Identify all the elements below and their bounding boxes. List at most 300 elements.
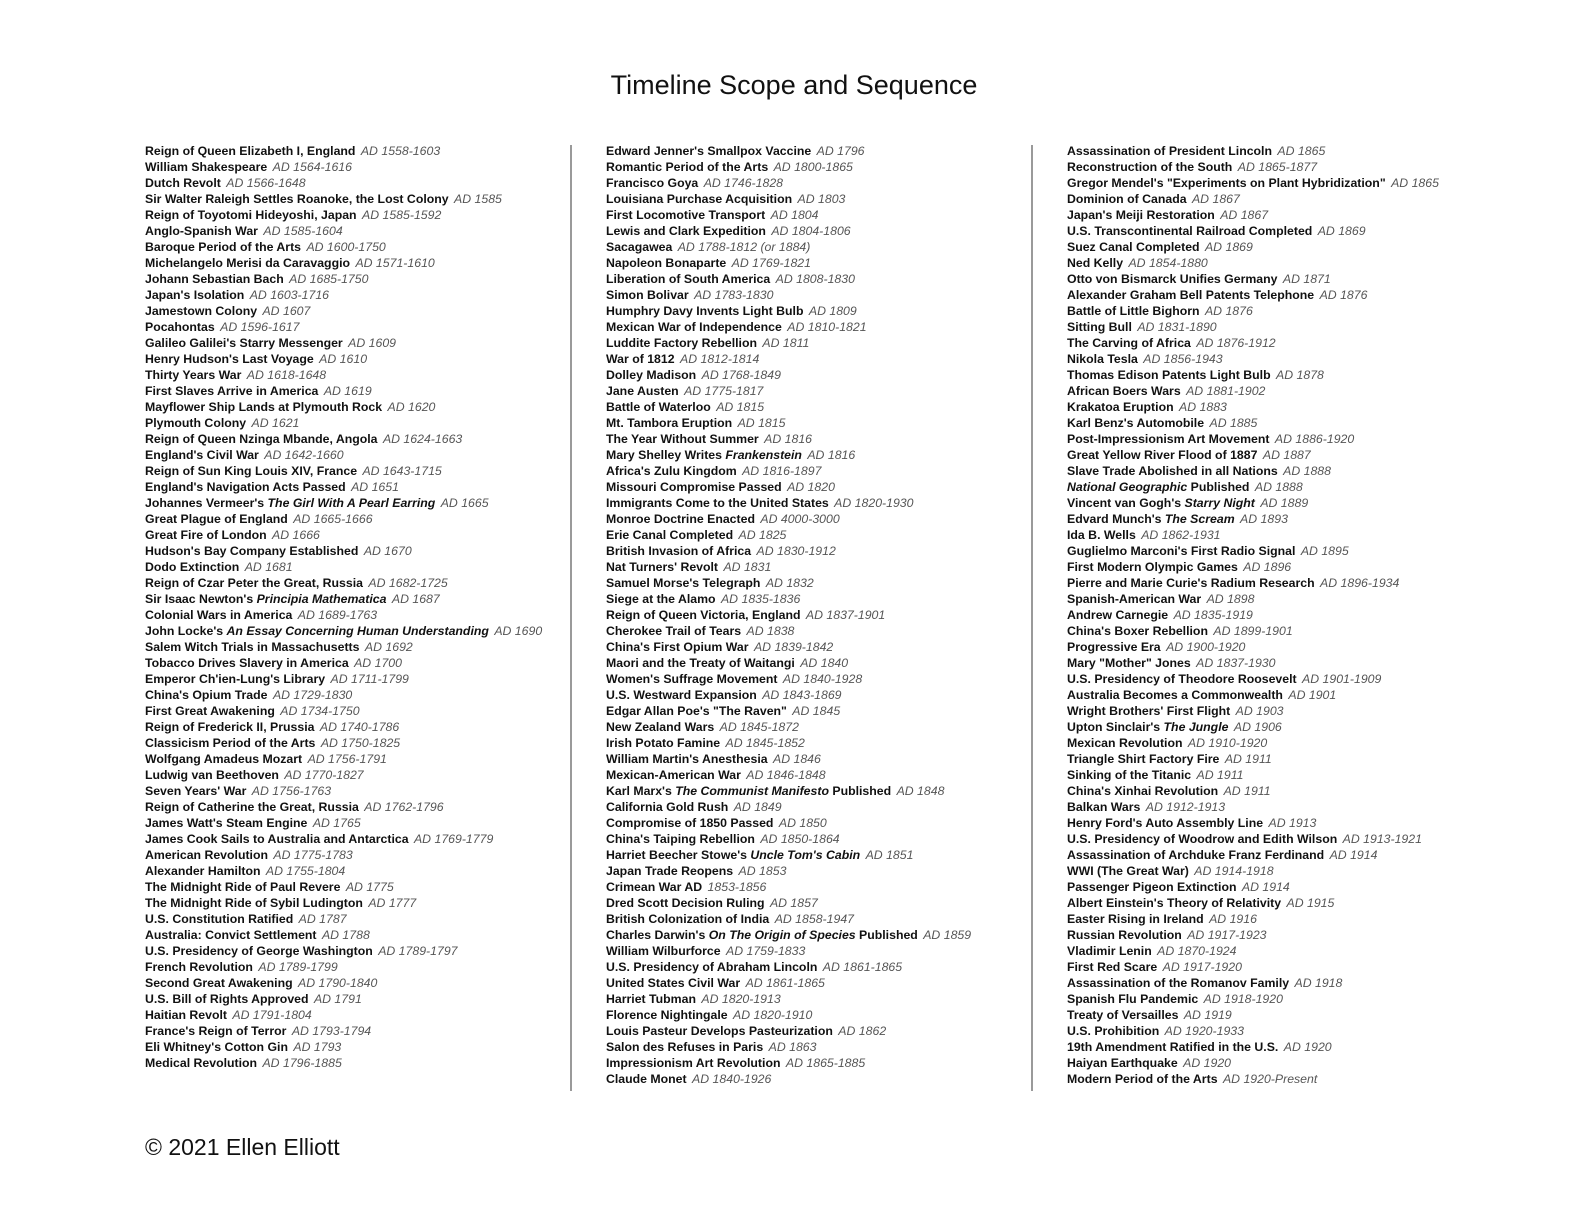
timeline-entry xyxy=(1067,255,1507,271)
event-name: Johannes Vermeer's xyxy=(145,496,268,510)
event-date: AD 1804-1806 xyxy=(771,224,851,238)
event-date: AD 1800-1865 xyxy=(773,160,853,174)
event-date: AD 1596-1617 xyxy=(220,320,300,334)
event-name: Upton Sinclair's xyxy=(1067,720,1164,734)
timeline-entry xyxy=(145,559,585,575)
event-date: AD 1670 xyxy=(363,544,412,558)
timeline-entry xyxy=(1067,847,1507,863)
event-name: Russian Revolution xyxy=(1067,928,1182,942)
event-name: John Locke's xyxy=(145,624,227,638)
timeline-entry xyxy=(145,431,585,447)
timeline-entry xyxy=(145,303,585,319)
timeline-entry xyxy=(606,1071,1046,1087)
event-date: AD 1853 xyxy=(738,864,787,878)
event-name: Spanish Flu Pandemic xyxy=(1067,992,1199,1006)
event-name: Galileo Galilei's Starry Messenger xyxy=(145,336,343,350)
event-date: AD 1840 xyxy=(800,656,849,670)
event-name: Krakatoa Eruption xyxy=(1067,400,1174,414)
timeline-entry xyxy=(606,895,1046,911)
event-date: AD 1820-1930 xyxy=(834,496,914,510)
event-date: AD 1687 xyxy=(391,592,440,606)
event-name: Harriet Tubman xyxy=(606,992,696,1006)
timeline-entry xyxy=(145,143,585,159)
event-name: Japan Trade Reopens xyxy=(606,864,734,878)
timeline-entry xyxy=(1067,735,1507,751)
event-name: Assassination of President Lincoln xyxy=(1067,144,1272,158)
event-date: AD 1916 xyxy=(1209,912,1257,926)
event-date: AD 1920-Present xyxy=(1222,1072,1318,1086)
timeline-entry xyxy=(145,831,585,847)
timeline-entry xyxy=(606,239,1046,255)
event-date: AD 1876 xyxy=(1319,288,1368,302)
timeline-entry xyxy=(1067,207,1507,223)
event-name: Edward Jenner's Smallpox Vaccine xyxy=(606,144,812,158)
event-date: AD 1820-1910 xyxy=(733,1008,813,1022)
timeline-entry xyxy=(1067,751,1507,767)
event-name: Battle of Waterloo xyxy=(606,400,711,414)
timeline-entry xyxy=(606,511,1046,527)
event-date: AD 1848 xyxy=(896,784,945,798)
timeline-entry xyxy=(606,911,1046,927)
timeline-entry xyxy=(606,959,1046,975)
event-name: British Colonization of India xyxy=(606,912,770,926)
timeline-entry xyxy=(145,1023,585,1039)
timeline-entry xyxy=(1067,239,1507,255)
timeline-entry xyxy=(606,287,1046,303)
event-date: AD 1900-1920 xyxy=(1166,640,1246,654)
event-date: AD 1775 xyxy=(345,880,394,894)
timeline-entry xyxy=(1067,175,1507,191)
event-date: AD 1620 xyxy=(387,400,436,414)
event-name: Romantic Period of the Arts xyxy=(606,160,769,174)
event-name: Suez Canal Completed xyxy=(1067,240,1200,254)
event-name: British Invasion of Africa xyxy=(606,544,752,558)
event-date: AD 1885 xyxy=(1209,416,1258,430)
timeline-entry xyxy=(145,863,585,879)
timeline-entry xyxy=(606,383,1046,399)
timeline-entry xyxy=(606,447,1046,463)
event-date: AD 1919 xyxy=(1183,1008,1232,1022)
event-name: Triangle Shirt Factory Fire xyxy=(1067,752,1220,766)
event-name: Post-Impressionism Art Movement xyxy=(1067,432,1270,446)
timeline-entry xyxy=(145,527,585,543)
timeline-entry xyxy=(1067,1023,1507,1039)
timeline-entry xyxy=(606,703,1046,719)
event-date: AD 4000-3000 xyxy=(760,512,840,526)
event-date: AD 1729-1830 xyxy=(272,688,353,702)
event-name: United States Civil War xyxy=(606,976,741,990)
event-date: AD 1878 xyxy=(1276,368,1324,382)
timeline-column-2 xyxy=(606,143,1046,1087)
event-name: Irish Potato Famine xyxy=(606,736,721,750)
event-name: French Revolution xyxy=(145,960,253,974)
event-date: AD 1618-1648 xyxy=(246,368,327,382)
event-name: Monroe Doctrine Enacted xyxy=(606,512,755,526)
timeline-entry xyxy=(606,927,1046,943)
event-name: Crimean War AD xyxy=(606,880,703,894)
event-name: Nikola Tesla xyxy=(1067,352,1138,366)
event-date: AD 1861-1865 xyxy=(745,976,825,990)
event-name: Reign of Queen Elizabeth I, England xyxy=(145,144,356,158)
timeline-entry xyxy=(1067,399,1507,415)
timeline-entry xyxy=(145,479,585,495)
event-name: Progressive Era xyxy=(1067,640,1161,654)
event-date: AD 1876 xyxy=(1204,304,1253,318)
event-name: Compromise of 1850 Passed xyxy=(606,816,774,830)
timeline-entry xyxy=(145,735,585,751)
event-date: AD 1651 xyxy=(351,480,399,494)
timeline-entry xyxy=(606,207,1046,223)
event-date: AD 1642-1660 xyxy=(264,448,344,462)
event-name: U.S. Presidency of Woodrow and Edith Wilson xyxy=(1067,832,1338,846)
timeline-entry xyxy=(606,975,1046,991)
event-title-italic: Uncle Tom's Cabin xyxy=(750,848,861,862)
event-name: U.S. Westward Expansion xyxy=(606,688,757,702)
timeline-entry xyxy=(145,271,585,287)
timeline-entry xyxy=(145,703,585,719)
event-name: Great Yellow River Flood of 1887 xyxy=(1067,448,1258,462)
event-name: Alexander Graham Bell Patents Telephone xyxy=(1067,288,1315,302)
timeline-entry xyxy=(145,319,585,335)
timeline-entry xyxy=(145,367,585,383)
timeline-entry xyxy=(145,287,585,303)
timeline-entry xyxy=(145,655,585,671)
event-name: Michelangelo Merisi da Caravaggio xyxy=(145,256,351,270)
timeline-entry xyxy=(1067,815,1507,831)
event-name: England's Civil War xyxy=(145,448,259,462)
timeline-entry xyxy=(145,687,585,703)
event-name: War of 1812 xyxy=(606,352,675,366)
event-name: Dutch Revolt xyxy=(145,176,221,190)
event-name: Dodo Extinction xyxy=(145,560,240,574)
timeline-entry xyxy=(145,175,585,191)
timeline-entry xyxy=(145,943,585,959)
event-name: France's Reign of Terror xyxy=(145,1024,287,1038)
event-title-italic: Frankenstein xyxy=(725,448,802,462)
event-name: Gregor Mendel's "Experiments on Plant Hybridization" xyxy=(1067,176,1386,190)
event-name: Sinking of the Titanic xyxy=(1067,768,1192,782)
event-date: AD 1765 xyxy=(312,816,361,830)
event-date: AD 1692 xyxy=(364,640,413,654)
event-name: Sir Walter Raleigh Settles Roanoke, the Lost Colony xyxy=(145,192,449,206)
event-name: First Great Awakening xyxy=(145,704,275,718)
event-name: Ned Kelly xyxy=(1067,256,1124,270)
timeline-entry xyxy=(145,719,585,735)
event-name: Japan's Isolation xyxy=(145,288,245,302)
event-date: AD 1865 xyxy=(1277,144,1326,158)
timeline-entry xyxy=(606,479,1046,495)
event-name: Great Plague of England xyxy=(145,512,288,526)
event-name: Andrew Carnegie xyxy=(1067,608,1169,622)
timeline-entry xyxy=(145,623,565,639)
event-name: Sitting Bull xyxy=(1067,320,1132,334)
event-name: WWI (The Great War) xyxy=(1067,864,1189,878)
event-name: Siege at the Alamo xyxy=(606,592,716,606)
timeline-entry xyxy=(145,159,585,175)
timeline-entry xyxy=(145,815,585,831)
event-name: Henry Hudson's Last Voyage xyxy=(145,352,314,366)
event-name: Missouri Compromise Passed xyxy=(606,480,782,494)
timeline-entry xyxy=(606,943,1046,959)
event-date: AD 1804 xyxy=(770,208,819,222)
timeline-entry xyxy=(606,719,1046,735)
event-date: AD 1816 xyxy=(764,432,813,446)
timeline-entry xyxy=(1067,383,1507,399)
event-name: Published xyxy=(828,784,892,798)
event-date: AD 1896-1934 xyxy=(1320,576,1400,590)
event-name: U.S. Presidency of George Washington xyxy=(145,944,373,958)
timeline-entry xyxy=(606,815,1046,831)
event-name: Australia Becomes a Commonwealth xyxy=(1067,688,1283,702)
event-date: AD 1863 xyxy=(768,1040,817,1054)
timeline-entry xyxy=(1067,415,1507,431)
event-name: Nat Turners' Revolt xyxy=(606,560,719,574)
event-name: Jamestown Colony xyxy=(145,304,258,318)
event-date: AD 1914 xyxy=(1329,848,1378,862)
event-name: Simon Bolivar xyxy=(606,288,689,302)
event-date: AD 1808-1830 xyxy=(775,272,855,286)
event-name: California Gold Rush xyxy=(606,800,729,814)
event-title-italic: Starry Night xyxy=(1184,496,1255,510)
event-name: James Cook Sails to Australia and Antarctica xyxy=(145,832,409,846)
event-name: Charles Darwin's xyxy=(606,928,709,942)
event-name: Treaty of Versailles xyxy=(1067,1008,1179,1022)
event-date: AD 1912-1913 xyxy=(1145,800,1226,814)
timeline-entry xyxy=(145,911,585,927)
timeline-entry xyxy=(145,351,585,367)
event-title-italic: On The Origin of Species xyxy=(708,928,856,942)
event-name: Jane Austen xyxy=(606,384,679,398)
timeline-entry xyxy=(606,191,1046,207)
event-name: Cherokee Trail of Tears xyxy=(606,624,742,638)
timeline-entry xyxy=(1067,623,1507,639)
timeline-entry xyxy=(606,415,1046,431)
event-date: AD 1845-1852 xyxy=(725,736,805,750)
event-date: AD 1564-1616 xyxy=(272,160,352,174)
event-date: AD 1585 xyxy=(454,192,502,206)
event-date: AD 1865 xyxy=(1391,176,1439,190)
event-date: AD 1791 xyxy=(313,992,362,1006)
event-name: Reconstruction of the South xyxy=(1067,160,1233,174)
event-date: AD 1917-1920 xyxy=(1162,960,1242,974)
event-name: Battle of Little Bighorn xyxy=(1067,304,1200,318)
event-date: 1853-1856 xyxy=(707,880,767,894)
timeline-entry xyxy=(1067,351,1507,367)
event-name: Spanish-American War xyxy=(1067,592,1202,606)
event-name: Louisiana Purchase Acquisition xyxy=(606,192,793,206)
timeline-entry xyxy=(1067,879,1507,895)
event-date: AD 1690 xyxy=(494,624,543,638)
event-name: Immigrants Come to the United States xyxy=(606,496,829,510)
event-date: AD 1854-1880 xyxy=(1128,256,1208,270)
event-date: AD 1850-1864 xyxy=(760,832,840,846)
timeline-entry xyxy=(145,783,585,799)
event-name: Dominion of Canada xyxy=(1067,192,1187,206)
event-date: AD 1793-1794 xyxy=(291,1024,372,1038)
timeline-entry xyxy=(1067,1071,1507,1087)
timeline-entry xyxy=(1067,143,1507,159)
event-date: AD 1825 xyxy=(738,528,787,542)
event-date: AD 1624-1663 xyxy=(382,432,463,446)
event-name: Plymouth Colony xyxy=(145,416,247,430)
event-name: Great Fire of London xyxy=(145,528,267,542)
event-name: 19th Amendment Ratified in the U.S. xyxy=(1067,1040,1279,1054)
event-date: AD 1816-1897 xyxy=(742,464,822,478)
event-date: AD 1689-1763 xyxy=(297,608,378,622)
timeline-entry xyxy=(145,591,585,607)
event-date: AD 1837-1901 xyxy=(805,608,886,622)
timeline-entry xyxy=(606,319,1046,335)
timeline-entry xyxy=(606,783,1046,799)
event-date: AD 1832 xyxy=(765,576,814,590)
timeline-entry xyxy=(1067,335,1507,351)
event-date: AD 1906 xyxy=(1233,720,1282,734)
event-name: Baroque Period of the Arts xyxy=(145,240,302,254)
event-name: Seven Years' War xyxy=(145,784,247,798)
event-name: James Watt's Steam Engine xyxy=(145,816,308,830)
timeline-entry xyxy=(145,671,585,687)
timeline-entry xyxy=(606,687,1046,703)
event-date: AD 1796-1885 xyxy=(262,1056,342,1070)
timeline-entry xyxy=(1067,671,1507,687)
event-date: AD 1914 xyxy=(1241,880,1290,894)
event-name: Albert Einstein's Theory of Relativity xyxy=(1067,896,1282,910)
event-date: AD 1887 xyxy=(1262,448,1311,462)
event-name: William Shakespeare xyxy=(145,160,268,174)
event-date: AD 1621 xyxy=(251,416,300,430)
event-name: New Zealand Wars xyxy=(606,720,715,734)
event-date: AD 1783-1830 xyxy=(694,288,774,302)
event-date: AD 1788 xyxy=(321,928,370,942)
event-date: AD 1888 xyxy=(1283,464,1331,478)
timeline-entry xyxy=(145,255,585,271)
event-date: AD 1791-1804 xyxy=(232,1008,312,1022)
timeline-entry xyxy=(1067,895,1507,911)
event-date: AD 1845 xyxy=(792,704,841,718)
event-name: Francisco Goya xyxy=(606,176,699,190)
timeline-entry xyxy=(145,751,585,767)
timeline-entry xyxy=(145,895,585,911)
event-date: AD 1793 xyxy=(293,1040,342,1054)
event-date: AD 1666 xyxy=(272,528,320,542)
event-date: AD 1862 xyxy=(838,1024,887,1038)
event-date: AD 1911 xyxy=(1224,752,1272,766)
event-title-italic: The Girl With A Pearl Earring xyxy=(267,496,436,510)
event-date: AD 1867 xyxy=(1191,192,1240,206)
event-date: AD 1777 xyxy=(368,896,417,910)
event-name: First Red Scare xyxy=(1067,960,1158,974)
timeline-entry xyxy=(606,303,1046,319)
event-name: Colonial Wars in America xyxy=(145,608,293,622)
timeline-entry xyxy=(606,655,1046,671)
timeline-entry xyxy=(145,495,585,511)
event-name: Napoleon Bonaparte xyxy=(606,256,727,270)
timeline-entry xyxy=(145,991,585,1007)
event-date: AD 1815 xyxy=(737,416,786,430)
event-name: First Locomotive Transport xyxy=(606,208,766,222)
event-name: Wright Brothers' First Flight xyxy=(1067,704,1231,718)
event-name: Pocahontas xyxy=(145,320,215,334)
timeline-entry xyxy=(1067,783,1507,799)
event-date: AD 1711-1799 xyxy=(330,672,409,686)
event-date: AD 1734-1750 xyxy=(280,704,360,718)
page-title: Timeline Scope and Sequence xyxy=(610,70,978,100)
timeline-entry xyxy=(606,591,1046,607)
timeline-entry xyxy=(606,399,1046,415)
event-date: AD 1859 xyxy=(923,928,972,942)
event-name: Easter Rising in Ireland xyxy=(1067,912,1204,926)
event-name: American Revolution xyxy=(145,848,268,862)
event-name: Haiyan Earthquake xyxy=(1067,1056,1178,1070)
timeline-entry xyxy=(1067,863,1507,879)
event-name: Published xyxy=(1187,480,1250,494)
event-name: Mary "Mother" Jones xyxy=(1067,656,1191,670)
event-date: AD 1901 xyxy=(1288,688,1337,702)
event-date: AD 1756-1763 xyxy=(251,784,332,798)
event-date: AD 1896 xyxy=(1243,560,1292,574)
timeline-entry xyxy=(606,223,1046,239)
timeline-entry xyxy=(606,735,1046,751)
timeline-entry xyxy=(145,959,585,975)
event-date: AD 1893 xyxy=(1240,512,1288,526)
event-name: Wolfgang Amadeus Mozart xyxy=(145,752,303,766)
timeline-entry xyxy=(1067,271,1507,287)
timeline-entry xyxy=(606,527,1046,543)
event-date: AD 1775-1783 xyxy=(273,848,353,862)
event-name: Eli Whitney's Cotton Gin xyxy=(145,1040,288,1054)
event-date: AD 1857 xyxy=(769,896,818,910)
event-name: Sacagawea xyxy=(606,240,673,254)
event-date: AD 1869 xyxy=(1317,224,1366,238)
event-date: AD 1914-1918 xyxy=(1194,864,1274,878)
event-name: Edgar Allan Poe's "The Raven" xyxy=(606,704,787,718)
event-name: Reign of Frederick II, Prussia xyxy=(145,720,315,734)
event-date: AD 1870-1924 xyxy=(1157,944,1237,958)
event-date: AD 1775-1817 xyxy=(684,384,764,398)
event-name: Pierre and Marie Curie's Radium Research xyxy=(1067,576,1315,590)
event-date: AD 1820-1913 xyxy=(701,992,781,1006)
timeline-entry xyxy=(145,1039,585,1055)
timeline-entry xyxy=(606,639,1046,655)
event-name: William Wilburforce xyxy=(606,944,721,958)
event-date: AD 1918-1920 xyxy=(1203,992,1283,1006)
event-name: China's Xinhai Revolution xyxy=(1067,784,1219,798)
timeline-entry xyxy=(1067,943,1507,959)
event-date: AD 1820 xyxy=(787,480,835,494)
event-date: AD 1903 xyxy=(1235,704,1284,718)
event-date: AD 1867 xyxy=(1220,208,1269,222)
event-date: AD 1787 xyxy=(298,912,347,926)
event-name: Otto von Bismarck Unifies Germany xyxy=(1067,272,1278,286)
timeline-entry xyxy=(1067,1039,1507,1055)
timeline-entry xyxy=(1067,1055,1507,1071)
event-name: Liberation of South America xyxy=(606,272,771,286)
timeline-entry xyxy=(606,1007,1046,1023)
event-date: AD 1889 xyxy=(1260,496,1309,510)
event-date: AD 1746-1828 xyxy=(703,176,783,190)
timeline-entry xyxy=(606,559,1046,575)
timeline-entry xyxy=(145,639,585,655)
timeline-entry xyxy=(606,751,1046,767)
event-title-italic: The Scream xyxy=(1164,512,1235,526)
timeline-entry xyxy=(1067,767,1507,783)
event-name: African Boers Wars xyxy=(1067,384,1181,398)
event-date: AD 1862-1931 xyxy=(1141,528,1221,542)
event-name: Second Great Awakening xyxy=(145,976,293,990)
event-name: The Midnight Ride of Sybil Ludington xyxy=(145,896,363,910)
event-date: AD 1815 xyxy=(716,400,765,414)
event-name: The Carving of Africa xyxy=(1067,336,1191,350)
